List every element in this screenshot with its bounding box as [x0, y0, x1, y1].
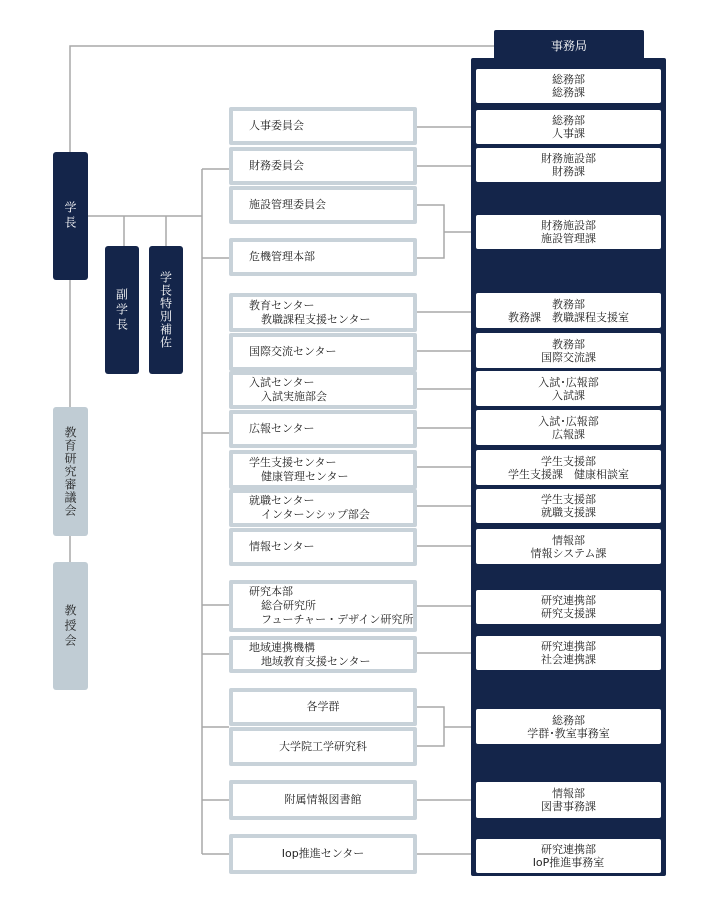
committee-title: 学生支援センター: [249, 455, 337, 469]
committee-title: 各学群: [306, 700, 340, 713]
office-department: 総務部: [552, 713, 585, 727]
secretariat-header[interactable]: [494, 30, 644, 60]
office-box[interactable]: [476, 215, 661, 249]
office-box[interactable]: [476, 782, 661, 818]
office-box[interactable]: [476, 333, 661, 368]
office-department: 入試･広報部: [538, 414, 599, 428]
office-box[interactable]: [476, 489, 661, 523]
committee-box[interactable]: [229, 293, 417, 332]
committee-title: 情報センター: [249, 540, 315, 553]
office-department: 教務部: [552, 297, 585, 311]
committee-box[interactable]: [229, 371, 417, 409]
committee-box[interactable]: [229, 107, 417, 145]
committee-box[interactable]: [229, 450, 417, 489]
committee-title: 地域連携機構: [249, 640, 315, 654]
office-department: 情報部: [552, 533, 585, 547]
office-box[interactable]: [476, 110, 661, 144]
office-department: 財務施設部: [541, 219, 596, 232]
office-department: 情報部: [552, 787, 585, 800]
special-advisor-box[interactable]: [149, 246, 183, 374]
committee-title: 財務委員会: [249, 159, 304, 172]
office-box[interactable]: [476, 293, 661, 328]
office-box[interactable]: [476, 148, 661, 182]
committee-box[interactable]: [229, 528, 417, 566]
president-label: 学長: [63, 201, 77, 231]
office-department: 総務部: [552, 114, 585, 127]
office-department: 教務部: [552, 337, 585, 351]
committee-title: 危機管理本部: [249, 250, 315, 263]
committee-box[interactable]: [229, 410, 417, 448]
committee-title: 附属情報図書館: [284, 793, 362, 806]
office-box[interactable]: [476, 450, 661, 485]
office-department: 学生支援部: [541, 454, 596, 468]
committee-title: Iop推進センター: [281, 847, 365, 860]
committee-box[interactable]: [229, 238, 417, 276]
office-section: 就職支援課: [541, 506, 596, 519]
office-section: 研究支援課: [541, 607, 596, 620]
office-section: 社会連携課: [541, 653, 596, 666]
committee-title: 国際交流センター: [249, 345, 337, 358]
office-section: 情報システム課: [530, 546, 607, 560]
committee-box[interactable]: [229, 780, 417, 820]
committee-subunit: 総合研究所: [261, 599, 316, 612]
office-section: 学生支援課 健康相談室: [508, 467, 629, 481]
committee-box[interactable]: [229, 186, 417, 224]
office-section: IoP推進事務室: [532, 856, 605, 869]
office-box[interactable]: [476, 529, 661, 564]
committee-subunit: 教職課程支援センター: [261, 312, 371, 326]
vice-president-label: 副学長: [114, 287, 129, 333]
committee-subunit: 地域教育支援センター: [261, 654, 371, 668]
committee-subunit: インターンシップ部会: [261, 508, 370, 521]
committee-box[interactable]: [229, 727, 417, 766]
office-section: 施設管理課: [541, 232, 596, 245]
special-advisor-label: 学長特別補佐: [158, 271, 173, 349]
office-box[interactable]: [476, 410, 661, 445]
office-department: 学生支援部: [541, 493, 596, 506]
office-section: 広報課: [552, 427, 585, 441]
office-section: 図書事務課: [541, 800, 596, 813]
secretariat-label: 事務局: [550, 38, 587, 53]
office-department: 総務部: [552, 73, 585, 86]
president-box[interactable]: [53, 152, 88, 280]
office-department: 財務施設部: [541, 152, 596, 165]
committee-box[interactable]: [229, 147, 417, 185]
committee-box[interactable]: [229, 834, 417, 874]
research-council-box[interactable]: [53, 407, 88, 536]
committee-box[interactable]: [229, 333, 417, 371]
committee-title: 就職センター: [249, 494, 315, 507]
committee-box[interactable]: [229, 580, 417, 632]
office-section: 総務課: [552, 86, 585, 99]
committee-box[interactable]: [229, 688, 417, 726]
faculty-council-label: 教授会: [63, 603, 77, 649]
office-box[interactable]: [476, 69, 661, 103]
research-council-label: 教育研究審議会: [63, 426, 77, 517]
office-box[interactable]: [476, 636, 661, 670]
office-box[interactable]: [476, 709, 661, 744]
committee-subunit: 健康管理センター: [261, 469, 349, 483]
office-section: 人事課: [552, 127, 585, 140]
committee-title: 研究本部: [249, 585, 293, 598]
office-box[interactable]: [476, 590, 661, 624]
committee-title: 大学院工学研究科: [279, 739, 367, 753]
committee-title: 広報センター: [249, 422, 315, 435]
committee-box[interactable]: [229, 636, 417, 673]
vice-president-box[interactable]: [105, 246, 139, 374]
office-department: 研究連携部: [541, 843, 596, 856]
committee-title: 教育センター: [249, 298, 315, 312]
office-section: 国際交流課: [541, 350, 596, 364]
committee-subunit: フューチャー・デザイン研究所: [261, 613, 414, 626]
office-box[interactable]: [476, 839, 661, 873]
office-section: 教務課 教職課程支援室: [508, 310, 629, 324]
faculty-council-box[interactable]: [53, 562, 88, 690]
committee-box[interactable]: [229, 489, 417, 527]
office-department: 研究連携部: [541, 594, 596, 607]
office-section: 学群･教室事務室: [527, 726, 610, 740]
office-department: 入試･広報部: [538, 375, 599, 389]
committee-subunit: 入試実施部会: [261, 390, 327, 403]
office-section: 入試課: [552, 388, 585, 402]
committee-title: 施設管理委員会: [249, 198, 326, 211]
committee-title: 人事委員会: [249, 119, 304, 132]
office-department: 研究連携部: [541, 640, 596, 653]
office-box[interactable]: [476, 371, 661, 406]
office-section: 財務課: [552, 165, 585, 178]
committee-title: 入試センター: [249, 376, 315, 389]
